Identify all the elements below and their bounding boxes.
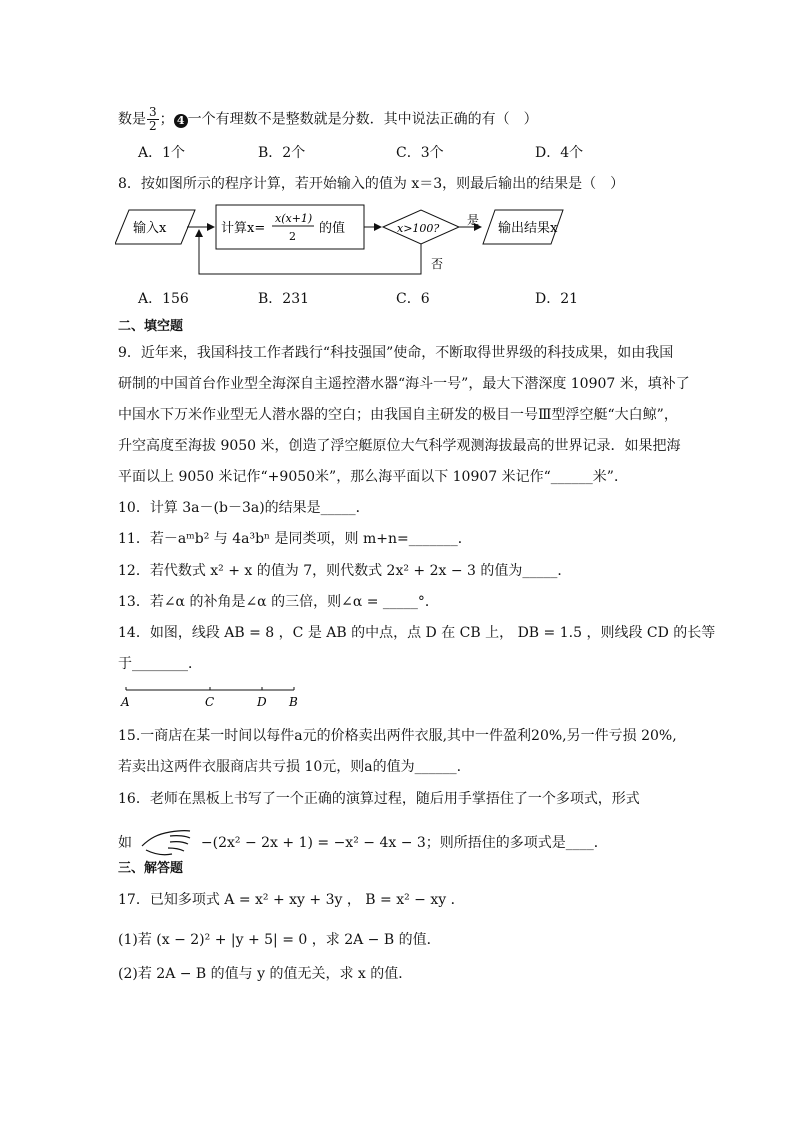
q7-option-c[interactable]: C．3个 — [396, 145, 444, 161]
calc-suffix: 的值 — [319, 221, 346, 236]
q9-line-4: 升空高度至海拔 9050 米，创造了浮空艇原位大气科学观测海拔最高的世界记录．如果把海 — [118, 438, 681, 454]
fraction-numerator: 3 — [149, 105, 157, 119]
yes-label: 是 — [467, 213, 480, 227]
q9-line-3: 中国水下万米作业型无人潜水器的空白；由我国自主研发的极目一号Ⅲ型浮空艇“大白鲸”， — [118, 407, 678, 423]
q14-line-2: 于________． — [118, 656, 202, 672]
calc-numerator: x(x+1) — [275, 212, 313, 225]
point-d-label: D — [257, 695, 267, 709]
fraction-denominator: 2 — [149, 119, 157, 133]
q11: 11．若－aᵐb² 与 4a³bⁿ 是同类项，则 m+n=_______． — [118, 531, 472, 547]
calc-prefix: 计算x= — [221, 221, 266, 236]
q17-part-1: (1)若 (x − 2)² + |y + 5| = 0 ，求 2A − B 的值． — [118, 932, 441, 948]
q8-option-a[interactable]: A．156 — [138, 291, 189, 307]
q8-stem: 8．按如图所示的程序计算，若开始输入的值为 x＝3，则最后输出的结果是（ ） — [118, 176, 625, 192]
q16-expression: −(2x² − 2x + 1) = −x² − 4x − 3；则所捂住的多项式是____． — [200, 835, 608, 851]
input-label: 输入x — [133, 221, 167, 236]
q9-line-1: 9．近年来，我国科技工作者践行“科技强国”使命，不断取得世界级的科技成果，如由我国 — [118, 345, 674, 361]
q8-flowchart — [115, 200, 595, 280]
q17-stem: 17．已知多项式 A = x² + xy + 3y ， B = x² − xy ． — [118, 892, 465, 908]
q13: 13．若∠α 的补角是∠α 的三倍，则∠α = _____°． — [118, 594, 439, 610]
output-label: 输出结果x — [498, 221, 558, 236]
fraction-three-halves — [147, 106, 159, 133]
q7-option-d[interactable]: D．4个 — [535, 145, 584, 161]
q7-separator: ； — [159, 111, 174, 128]
q7-option-b[interactable]: B．2个 — [258, 145, 306, 161]
condition-label: x>100? — [397, 222, 440, 235]
no-label: 否 — [431, 257, 444, 271]
section-solve-heading: 三、解答题 — [118, 861, 184, 876]
point-a-label: A — [121, 695, 130, 709]
q7-prefix: 数是 — [118, 111, 146, 128]
q12: 12．若代数式 x² + x 的值为 7，则代数式 2x² + 2x − 3 的值为_____． — [118, 563, 572, 579]
q9-line-2: 研制的中国首台作业型全海深自主遥控潜水器“海斗一号”，最大下潜深度 10907 米，填补了 — [118, 376, 690, 392]
q15-line-1: 15.一商店在某一时间以每件a元的价格卖出两件衣服,其中一件盈利20%,另一件亏损 20%, — [118, 728, 677, 744]
calc-denominator: 2 — [289, 230, 296, 243]
q9-line-5: 平面以上 9050 米记作“+9050米”，那么海平面以下 10907 米记作“______米”． — [118, 469, 628, 485]
q14-segment-figure — [118, 682, 308, 710]
q14-line-1: 14．如图，线段 AB = 8 ，C 是 AB 的中点，点 D 在 CB 上， DB = 1.5 ，则线段 CD 的长等 — [118, 625, 716, 641]
q7-tail — [118, 106, 538, 133]
q17-part-2: (2)若 2A − B 的值与 y 的值无关，求 x 的值． — [118, 966, 413, 982]
q8-option-d[interactable]: D．21 — [535, 291, 579, 307]
q16-line-1: 16．老师在黑板上书写了一个正确的演算过程，随后用手掌捂住了一个多项式，形式 — [118, 791, 640, 807]
q8-option-c[interactable]: C．6 — [396, 291, 430, 307]
q7-text: 一个有理数不是整数就是分数．其中说法正确的有（ ） — [187, 111, 538, 128]
q8-option-b[interactable]: B．231 — [258, 291, 310, 307]
q10: 10．计算 3a－(b－3a)的结果是_____． — [118, 500, 370, 516]
point-c-label: C — [205, 695, 215, 709]
q7-option-a[interactable]: A．1个 — [138, 145, 186, 161]
point-b-label: B — [289, 695, 298, 709]
q15-line-2: 若卖出这两件衣服商店共亏损 10元，则a的值为______. — [118, 759, 462, 775]
hand-icon — [140, 826, 192, 860]
q16-prefix: 如 — [118, 835, 132, 851]
section-fill-in-heading: 二、填空题 — [118, 319, 184, 334]
circled-four-icon: 4 — [174, 114, 188, 128]
q16-line-2 — [118, 826, 608, 860]
